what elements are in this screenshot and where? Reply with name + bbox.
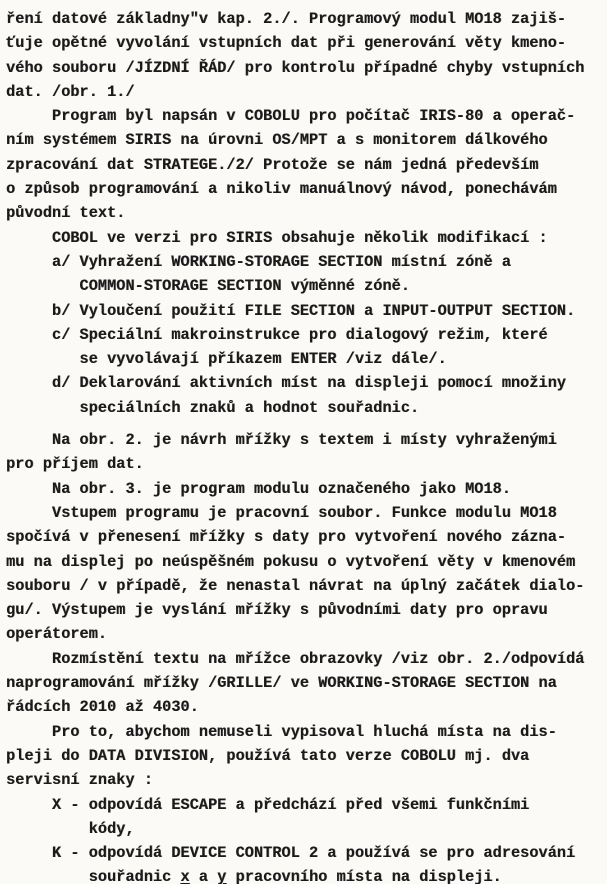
text-line — [6, 720, 607, 744]
text-line — [6, 104, 607, 128]
text-segment: pracovního místa na displeji. — [226, 868, 502, 884]
text-line — [6, 793, 607, 817]
text-line — [6, 299, 607, 323]
text-segment: vého souboru /JÍZDNÍ ŘÁD/ pro kontrolu případné chyby vstupních — [6, 58, 585, 77]
text-line — [6, 525, 607, 549]
text-segment: K - odpovídá DEVICE CONTROL 2 a používá se pro adresování — [6, 844, 576, 863]
text-segment: ním systémem SIRIS na úrovni OS/MPT a s monitorem dálkového — [6, 131, 548, 150]
text-line — [6, 452, 607, 476]
text-segment: pro příjem dat. — [6, 455, 144, 474]
document-lines — [6, 7, 607, 884]
text-segment: souřadnic — [6, 868, 181, 884]
text-line — [6, 323, 607, 347]
text-segment: se vyvolávají příkazem ENTER /viz dále/. — [6, 350, 447, 369]
text-line — [6, 153, 607, 177]
text-segment: a — [189, 868, 218, 884]
text-line — [6, 477, 607, 501]
underlined-variable: y — [217, 868, 227, 884]
text-line — [6, 768, 607, 792]
text-segment: kódy, — [6, 819, 135, 838]
text-segment: COMMON-STORAGE SECTION výměnné zóně. — [6, 277, 410, 296]
underlined-variable: x — [180, 868, 190, 884]
text-segment: mu na displej po neúspěšném pokusu o vytvoření věty v kmenovém — [6, 552, 576, 571]
text-line — [6, 744, 607, 768]
text-segment: zpracování dat STRATEGE./2/ Protože se nám jedná především — [6, 155, 539, 174]
text-segment: gu/. Výstupem je vyslání mřížky s původními daty pro opravu — [6, 601, 548, 620]
text-line — [6, 841, 607, 865]
text-line — [6, 622, 607, 646]
text-segment: o způsob programování a nikoliv manuálnový návod, ponechávám — [6, 180, 557, 199]
text-segment: d/ Deklarování aktivních míst na displeji pomocí množiny — [6, 374, 566, 393]
text-line — [6, 274, 607, 298]
text-line — [6, 695, 607, 719]
text-line — [6, 428, 607, 452]
text-line — [6, 250, 607, 274]
text-line — [6, 226, 607, 250]
text-line — [6, 7, 607, 31]
text-segment: Na obr. 2. je návrh mřížky s textem i místy vyhraženými — [6, 431, 557, 450]
text-segment: c/ Speciální makroinstrukce pro dialogový režim, které — [6, 325, 548, 344]
text-line — [6, 671, 607, 695]
text-segment: operátorem. — [6, 625, 107, 644]
text-segment: ření datové základny"v kap. 2./. Programový modul MO18 zajiš- — [6, 10, 566, 28]
text-line — [6, 80, 607, 104]
text-line — [6, 128, 607, 152]
text-line — [6, 56, 607, 80]
text-segment: Rozmístění textu na mřížce obrazovky /viz obr. 2./odpovídá — [6, 649, 585, 668]
text-line — [6, 177, 607, 201]
text-segment: b/ Vyloučení použití FILE SECTION a INPUT-OUTPUT SECTION. — [6, 301, 576, 320]
text-segment: X - odpovídá ESCAPE a předchází před všemi funkčními — [6, 795, 530, 814]
text-line — [6, 550, 607, 574]
text-line — [6, 501, 607, 525]
text-segment: Na obr. 3. je program modulu označeného jako MO18. — [6, 479, 511, 498]
text-segment: ťuje opětné vyvolání vstupních dat při generování věty kmeno- — [6, 34, 566, 53]
text-line — [6, 865, 607, 884]
text-segment: servisní znaky : — [6, 771, 153, 790]
text-line — [6, 574, 607, 598]
text-line — [6, 371, 607, 395]
text-line — [6, 817, 607, 841]
text-line — [6, 647, 607, 671]
text-segment: souboru / v případě, že nenastal návrat na úplný začátek dialo- — [6, 576, 585, 595]
text-segment: a/ Vyhražení WORKING-STORAGE SECTION místní zóně a — [6, 252, 511, 271]
text-segment: původní text. — [6, 204, 126, 223]
text-segment: řádcích 2010 až 4030. — [6, 698, 199, 717]
text-line — [6, 347, 607, 371]
text-segment: dat. /obr. 1./ — [6, 82, 135, 101]
text-segment: Vstupem programu je pracovní soubor. Funkce modulu MO18 — [6, 503, 557, 522]
text-segment: Pro to, abychom nemuseli vypisoval hluchá místa na dis- — [6, 722, 557, 741]
text-line — [6, 598, 607, 622]
text-segment: pleji do DATA DIVISION, používá tato verze COBOLU mj. dva — [6, 746, 530, 765]
text-segment: speciálních znaků a hodnot souřadnic. — [6, 398, 420, 417]
text-segment: spočívá v přenesení mřížky s daty pro vytvoření nového zázna- — [6, 528, 566, 547]
text-line — [6, 31, 607, 55]
text-line — [6, 201, 607, 225]
text-segment: naprogramování mřížky /GRILLE/ ve WORKING-STORAGE SECTION na — [6, 674, 557, 693]
text-segment: COBOL ve verzi pro SIRIS obsahuje několik modifikací : — [6, 228, 548, 247]
text-segment: Program byl napsán v COBOLU pro počítač IRIS-80 a operač- — [6, 107, 576, 126]
text-line — [6, 396, 607, 420]
